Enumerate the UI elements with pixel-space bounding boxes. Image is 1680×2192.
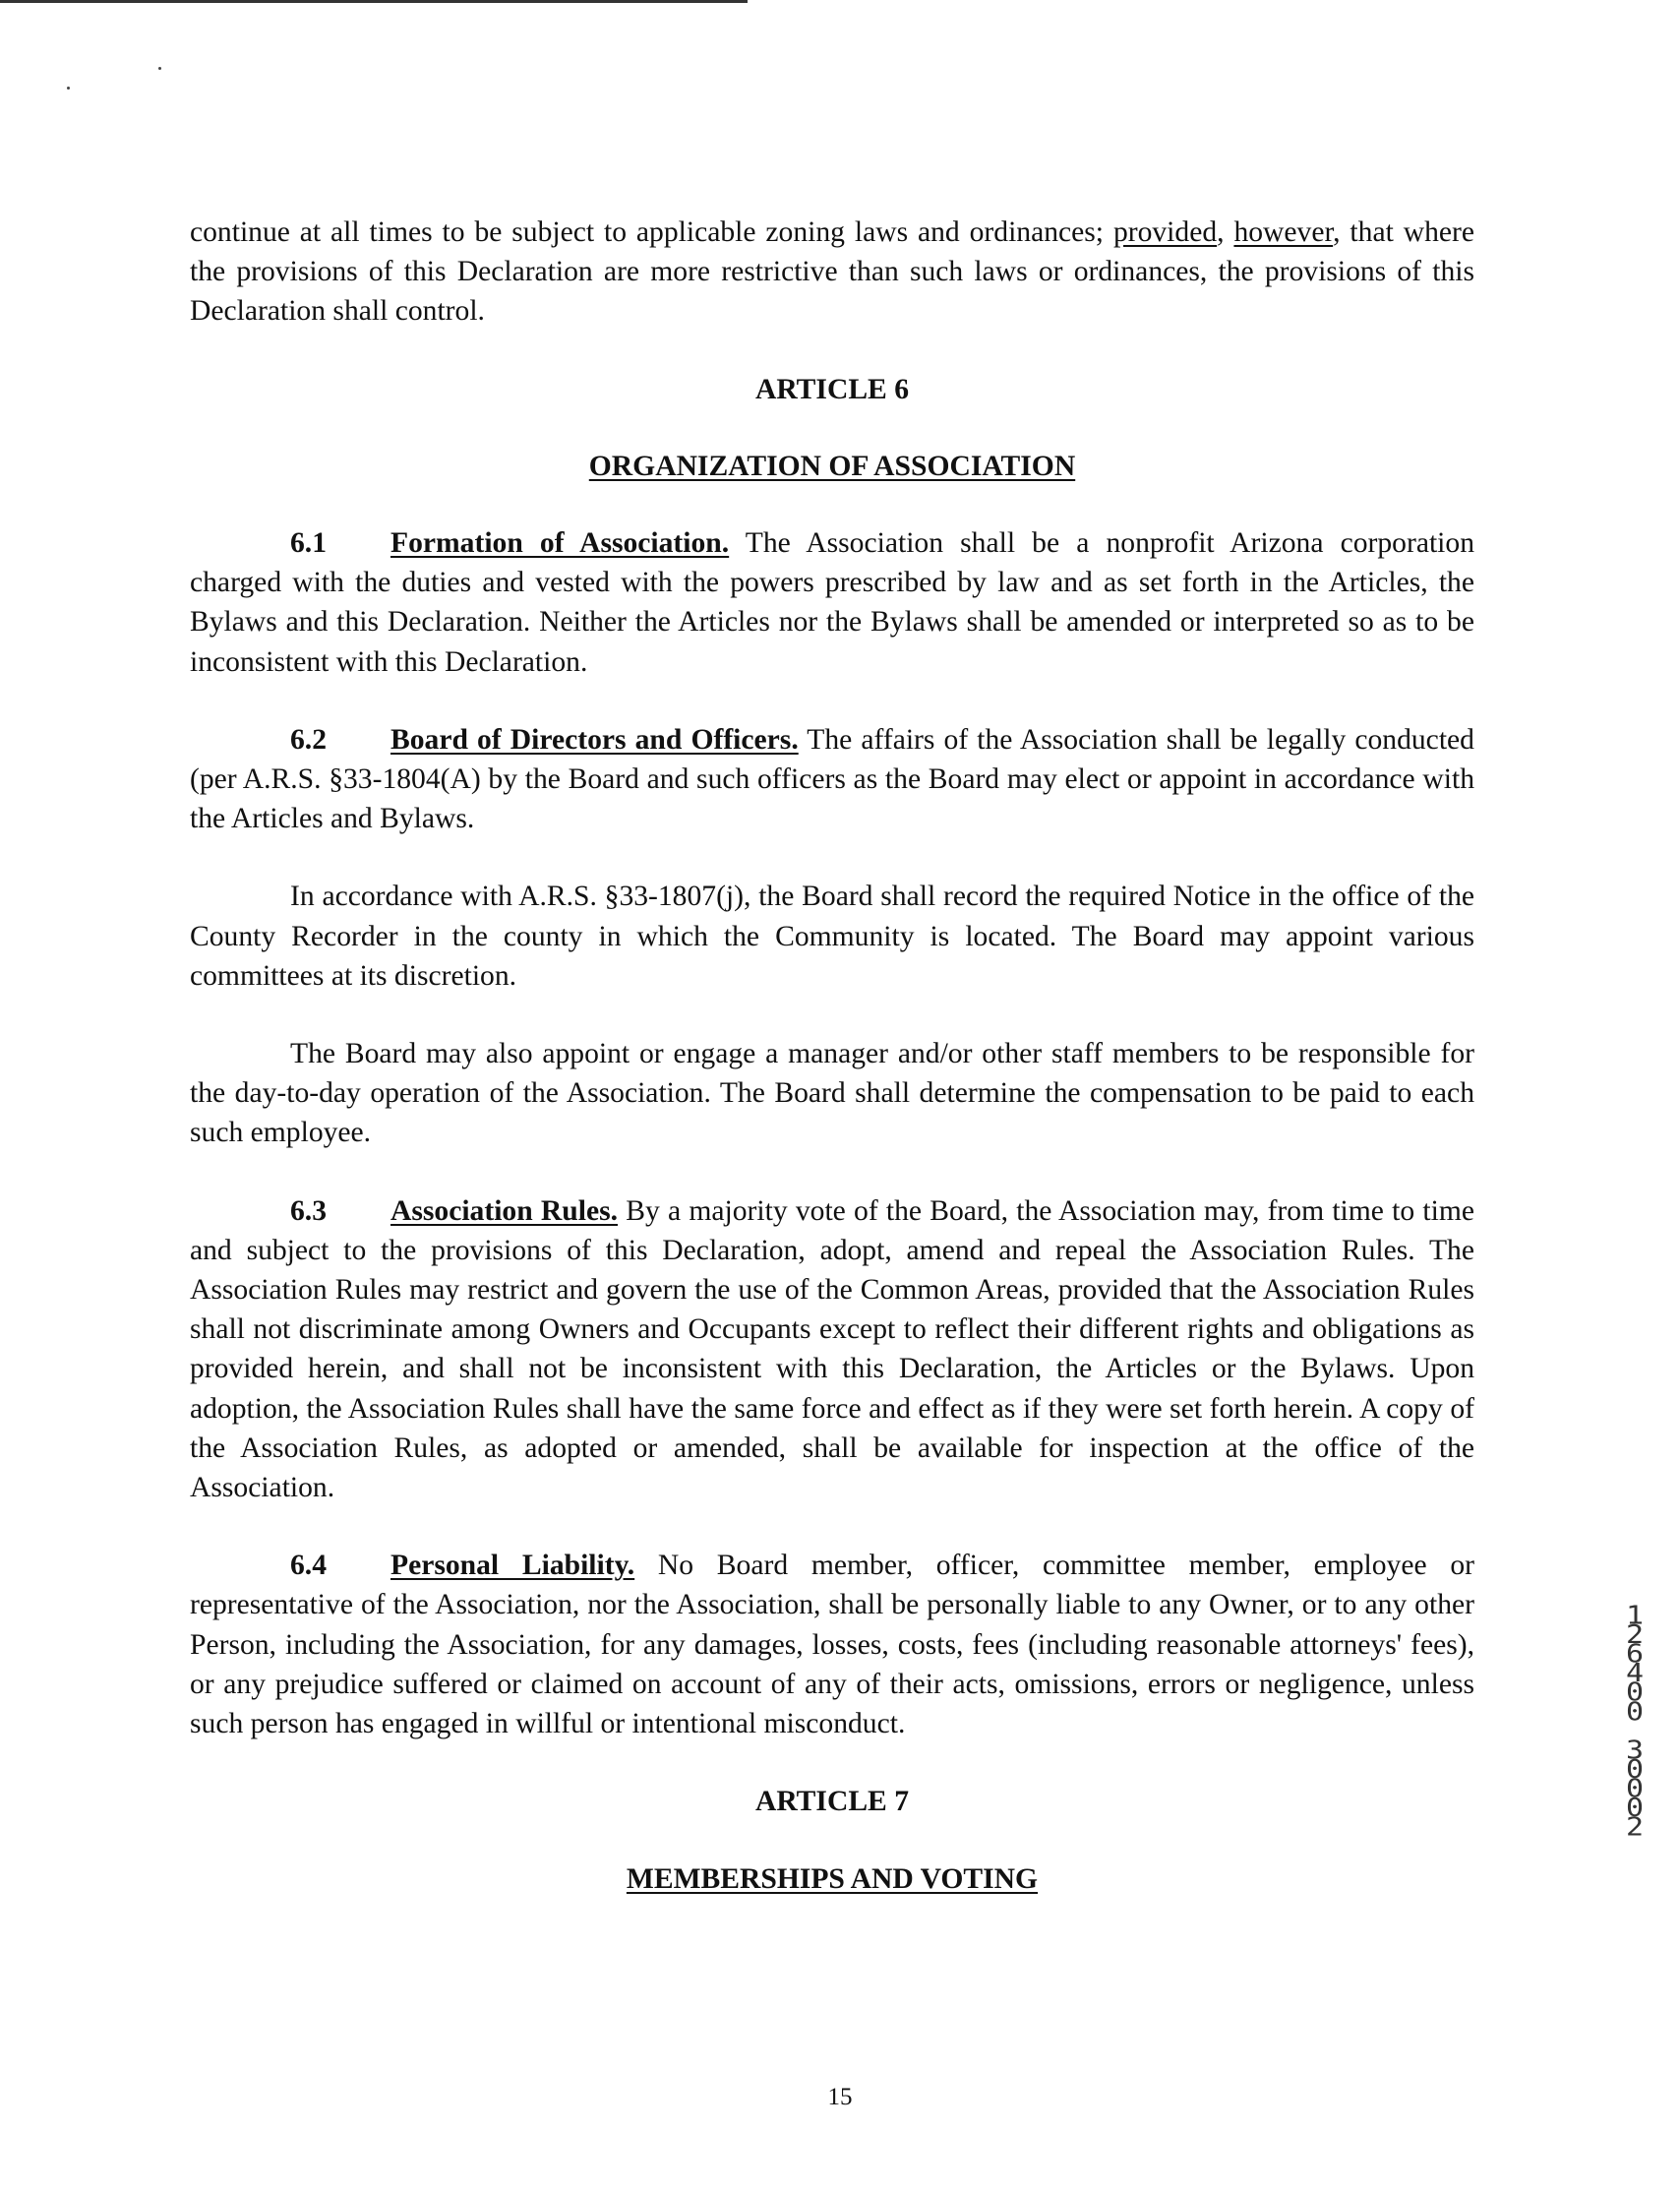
section-title: Personal Liability. (390, 1550, 635, 1582)
intro-paragraph (190, 213, 1474, 332)
section-6-4 (190, 1546, 1474, 1743)
section-number: 6.1 (290, 527, 327, 560)
document-body (190, 213, 1474, 1899)
recording-number-stamp (1615, 1586, 1654, 1852)
article-6-number: ARTICLE 6 (754, 373, 909, 405)
section-6-3 (190, 1191, 1474, 1508)
recording-number-text: 1 2 6 4 0 0 3 0 0 0 2 (1625, 1601, 1645, 1843)
section-title: Formation of Association. (390, 527, 730, 560)
section-number: 6.3 (290, 1194, 327, 1227)
article-7-number: ARTICLE 7 (754, 1786, 909, 1818)
page-number: 15 (827, 2084, 853, 2110)
scan-speck (158, 67, 161, 70)
however-term: however (1233, 216, 1334, 248)
intro-text-continued: , that where the provisions of this Declaration are more restrictive than such laws or ordinances, the provisions of this Declaration shall control. (190, 216, 1475, 328)
section-text: By a majority vote of the Board, the Association may, from time to time and subject to the provisions of this Declaration, adopt, amend and repeal the Association Rules. The Association Rules may restrict and govern the use of the Common Areas, provided that the Association Rules shall not discriminate among Owners and Occupants except to reflect their different rights and obligations as provided herein, and shall not be inconsistent with this Declaration, the Articles or the Bylaws. Upon adoption, the Association Rules shall have the same force and effect as if they were set forth herein. A copy of the Association Rules, as adopted or amended, shall be available for inspection at the office of the Association. (190, 1194, 1474, 1504)
scan-speck (67, 87, 70, 90)
provided-term: provided (1112, 216, 1218, 248)
intro-comma: , (1217, 216, 1234, 248)
scan-top-edge-rule (0, 0, 748, 3)
section-6-2-paragraph-3: The Board may also appoint or engage a manager and/or other staff members to be responsible for the day-to-day operation of the Association. The Board shall determine the compensation to be paid to each such employee. (190, 1038, 1474, 1149)
section-text: No Board member, officer, committee member, employee or representative of the Association, nor the Association, shall be personally liable to any Owner, or to any other Person, including the Association, for any damages, losses, costs, fees (including reasonable attorneys' fees), or any prejudice suffered or claimed on account of any of their acts, omissions, errors or negligence, unless such person has engaged in willful or intentional misconduct. (190, 1550, 1474, 1740)
section-text: The affairs of the Association shall be legally conducted (per A.R.S. §33-1804(A) by the Board and such officers as the Board may elect or appoint in accordance with the Articles and Bylaws. (190, 723, 1474, 835)
section-6-2-paragraph-2: In accordance with A.R.S. §33-1807(j), the Board shall record the required Notice in the office of the County Recorder in the county in which the Community is located. The Board may appoint various committees at its discretion. (190, 881, 1474, 992)
section-number: 6.2 (290, 723, 327, 756)
section-6-2 (190, 720, 1474, 839)
intro-text: continue at all times to be subject to applicable zoning laws and ordinances; (190, 216, 1113, 248)
section-text: The Association shall be a nonprofit Arizona corporation charged with the duties and vested with the powers prescribed by law and as set forth in the Articles, the Bylaws and this Declaration. Neither the Articles nor the Bylaws shall be amended or interpreted so as to be inconsistent with this Declaration. (190, 527, 1474, 678)
article-6-title: ORGANIZATION OF ASSOCIATION (588, 450, 1076, 482)
section-title: Board of Directors and Officers. (390, 723, 799, 756)
section-title: Association Rules. (390, 1194, 619, 1227)
article-7-title: MEMBERSHIPS AND VOTING (626, 1862, 1039, 1895)
section-number: 6.4 (290, 1550, 327, 1582)
section-6-1 (190, 523, 1474, 682)
